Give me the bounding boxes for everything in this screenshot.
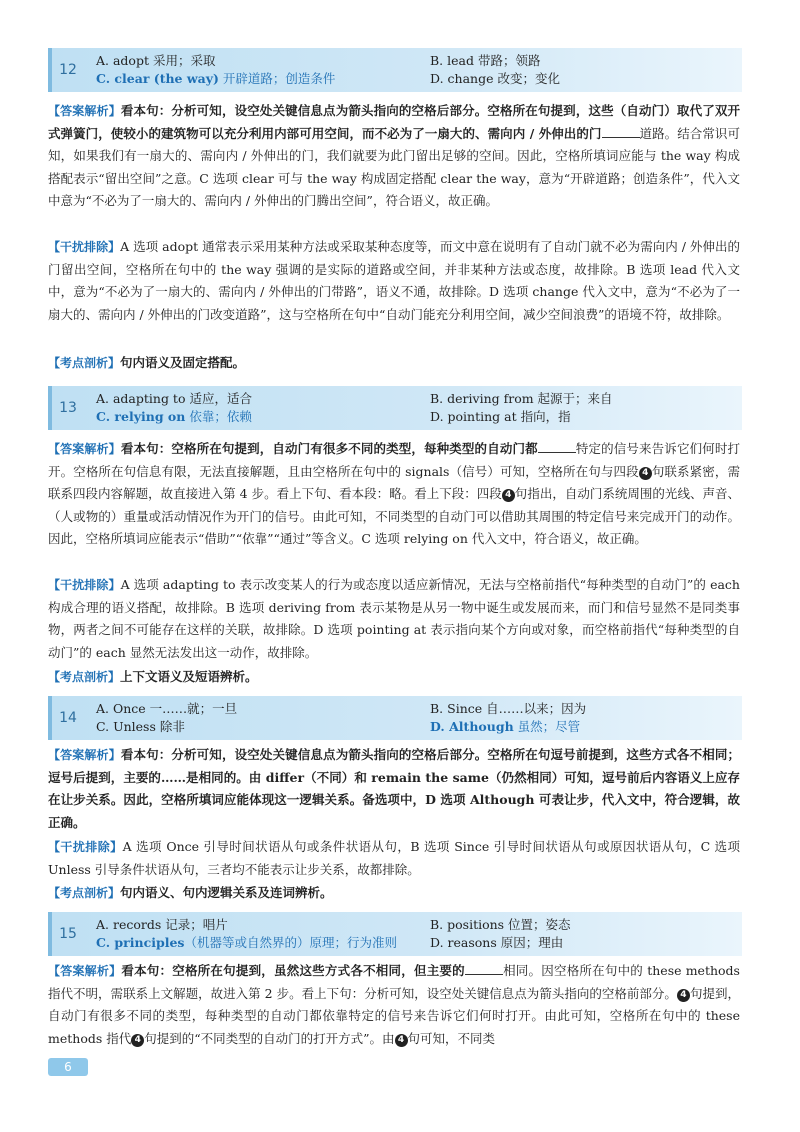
- option-c: C. Unless 除非: [96, 719, 185, 734]
- page-number: 6: [48, 1058, 88, 1076]
- q14-point: [48, 882, 740, 905]
- point-text: 句内语义、句内逻辑关系及连词辨析。: [120, 885, 333, 900]
- option-c-word: C. principles: [96, 935, 185, 950]
- option-c-meaning: 开辟道路；创造条件: [218, 71, 336, 86]
- question-13-options: [48, 386, 742, 430]
- question-12-options: [48, 48, 742, 92]
- answer-label: 【答案解析】: [48, 964, 122, 978]
- q12-distractor: [48, 236, 740, 326]
- option-c-correct: [96, 934, 397, 952]
- option-d-meaning: 虽然；尽管: [513, 719, 581, 734]
- question-number: 12: [59, 62, 77, 78]
- option-d: D. change 改变；变化: [430, 71, 560, 86]
- point-label: 【考点剖析】: [48, 356, 121, 370]
- distractor-label: 【干扰排除】: [48, 240, 121, 254]
- question-15-options: [48, 912, 742, 956]
- distractor-label: 【干扰排除】: [48, 840, 123, 854]
- point-label: 【考点剖析】: [48, 670, 121, 684]
- q12-point: [48, 352, 740, 375]
- analysis-text: 相同。因空格所在句中的 these methods 指代不明，需联系上文解题，故进入第 2 步。看上下句：分析可知，设空处关键信息点为箭头指向的空格前部分。: [48, 963, 740, 1001]
- q14-answer-analysis: [48, 744, 740, 834]
- q13-answer-analysis: [48, 438, 740, 551]
- option-c-meaning: 依靠；依赖: [185, 409, 252, 424]
- distractor-text: A 选项 Once 引导时间状语从句或条件状语从句，B 选项 Since 引导时间状语从句或原因状语从句，C 选项 Unless 引导条件状语从句，三者均不能表示让步关系，故都排除。: [48, 839, 740, 877]
- circled-number: 4: [131, 1034, 144, 1047]
- analysis-text: 句可知，不同类: [407, 1030, 496, 1046]
- option-c-word: C. clear (the way): [96, 71, 219, 86]
- point-text: 句内语义及固定搭配。: [120, 355, 246, 370]
- question-number: 14: [59, 710, 77, 726]
- option-c-correct: [96, 70, 335, 88]
- option-b: B. deriving from 起源于；来自: [430, 391, 613, 406]
- option-a: A. adapting to 适应，适合: [96, 391, 252, 406]
- q12-answer-analysis: [48, 100, 740, 213]
- q13-distractor: [48, 574, 740, 664]
- option-c-correct: [96, 408, 252, 426]
- option-a: A. adopt 采用；采取: [96, 53, 216, 68]
- analysis-text: 特定的信号来告诉它们何时打开。空格所在句信息有限，无法直接解题，且由空格所在句中的 signals（信号）可知，空格所在句与四段: [48, 441, 740, 479]
- point-label: 【考点剖析】: [48, 886, 121, 900]
- blank: [465, 962, 503, 975]
- analysis-text: 道路。结合常识可知，如果我们有一扇大的、需向内 / 外伸出的门，我们就要为此门留出足够的空间。因此，空格所填词应能与 the way 构成搭配表示“留出空间”之意。C 选项 clear 可与 the way 构成固定搭配 clear the way，意为“开辟道路；创造条件”，代入文中意为“不必为了一扇大的、需向内 / 外伸出的门腾出空间”，符合语义，故正确。: [48, 125, 740, 209]
- answer-label: 【答案解析】: [48, 104, 121, 118]
- distractor-text: A 选项 adopt 通常表示采用某种方法或采取某种态度等，而文中意在说明有了自动门就不必为需向内 / 外伸出的门留出空间，空格所在句中的 the way 强调的是实际的道路或空间，并非某种方法或态度，故排除。B 选项 lead 代入文中，意为“不必为了一扇大的、需向内 / 外伸出的门带路”，语义不通，故排除。D 选项 change 代入文中，意为“不必为了一扇大的、需向内 / 外伸出的门改变道路”，这与空格所在句中“自动门能充分利用空间，减少空间浪费”的语境不符，故排除。: [48, 239, 740, 322]
- analysis-text: 看本句：空格所在句提到，虽然这些方式各不相同，但主要的: [121, 963, 465, 978]
- circled-number: 4: [395, 1034, 408, 1047]
- option-d: D. reasons 原因；理由: [430, 935, 564, 950]
- circled-number: 4: [639, 467, 652, 480]
- option-a: A. records 记录；唱片: [96, 917, 228, 932]
- q15-answer-analysis: [48, 960, 740, 1050]
- answer-label: 【答案解析】: [48, 748, 121, 762]
- analysis-text: 句提到的“不同类型的自动门的打开方式”。由: [144, 1030, 395, 1046]
- question-number: 13: [59, 400, 77, 416]
- option-c-meaning: （机器等或自然界的）原理；行为准则: [184, 935, 397, 950]
- analysis-text: 句指出，自动门系统周围的光线、声音、（人或物的）重量或活动情况作为开门的信号。由此可知，不同类型的自动门可以借助其周围的特定信号来完成开门的动作。因此，空格所填词应能表示“借助”“依靠”“通过”等含义。C 选项 relying on 代入文中，符合语义，故正确。: [48, 486, 740, 547]
- point-text: 上下文语义及短语辨析。: [120, 669, 258, 684]
- analysis-text: 句提到，自动门有很多不同的类型，每种类型的自动门都依靠特定的信号来告诉它们何时打开。由此可知，空格所在句中的 these methods 指代: [48, 985, 740, 1046]
- analysis-text: 看本句：分析可知，设空处关键信息点为箭头指向的空格后部分。空格所在句逗号前提到，这些方式各不相同；逗号后提到，主要的……是相同的。由 differ（不同）和 remain the same（仍然相同）可知，逗号前后内容语义上应存在让步关系。因此，空格所填词应能体现这一逻辑关系。备选项中，D 选项 Although 可表让步，代入文中，符合逻辑，故正确。: [48, 747, 740, 830]
- question-14-options: [48, 696, 742, 740]
- answer-label: 【答案解析】: [48, 442, 121, 456]
- option-d: D. pointing at 指向，指: [430, 409, 571, 424]
- blank: [538, 440, 576, 453]
- option-b: B. positions 位置；姿态: [430, 917, 571, 932]
- q14-distractor: [48, 836, 740, 881]
- distractor-label: 【干扰排除】: [48, 578, 121, 592]
- circled-number: 4: [677, 989, 690, 1002]
- option-b: B. lead 带路；领路: [430, 53, 541, 68]
- q13-point: [48, 666, 740, 689]
- circled-number: 4: [502, 489, 515, 502]
- analysis-text: 看本句：空格所在句提到，自动门有很多不同的类型，每种类型的自动门都: [120, 441, 538, 456]
- distractor-text: A 选项 adapting to 表示改变某人的行为或态度以适应新情况，无法与空格前指代“每种类型的自动门”的 each 构成合理的语义搭配，故排除。B 选项 deriving from 表示某物是从另一物中诞生或发展而来，而门和信号显然不是同类事物，两者之间不可能存在这样的关联，故排除。D 选项 pointing at 表示指向某个方向或对象，而空格前指代“每种类型的自动门”的 each 显然无法发出这一动作，故排除。: [48, 577, 740, 660]
- option-b: B. Since 自……以来；因为: [430, 701, 587, 716]
- analysis-text: 句联系紧密，需联系四段内容解题，故直接进入第 4 步。看上下句、看本段：略。看上下段：四段: [48, 463, 740, 502]
- blank: [602, 125, 640, 138]
- option-a: A. Once 一……就；一旦: [96, 701, 238, 716]
- analysis-text: 看本句：分析可知，设空处关键信息点为箭头指向的空格后部分。空格所在句提到，这些（自动门）取代了双开式弹簧门，使较小的建筑物可以充分利用内部可用空间，而不必为了一扇大的、需向内 / 外伸出的门: [48, 103, 740, 141]
- option-d-correct: [430, 718, 580, 736]
- question-number: 15: [59, 926, 77, 942]
- option-d-word: D. Although: [430, 719, 514, 734]
- option-c-word: C. relying on: [96, 409, 186, 424]
